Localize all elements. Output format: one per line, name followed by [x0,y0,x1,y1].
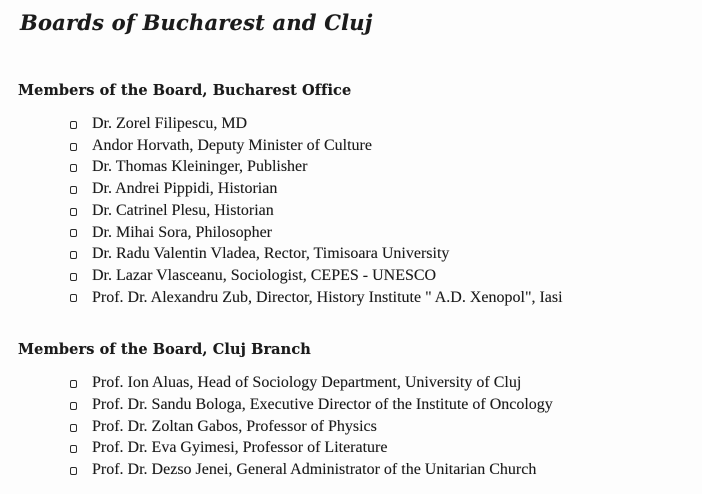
list-item [70,243,684,265]
member-name: Dr. Catrinel Plesu, Historian [92,201,274,219]
list-item [70,437,684,459]
member-name: Dr. Andrei Pippidi, Historian [92,180,278,198]
cluj-section-heading: Members of the Board, Cluj Branch [18,341,311,359]
square-bullet-icon [70,229,77,237]
list-item [70,222,684,244]
member-name: Prof. Dr. Sandu Bologa, Executive Director of the Institute of Oncology [92,396,553,414]
member-name: Prof. Ion Aluas, Head of Sociology Department, University of Cluj [92,374,522,392]
square-bullet-icon [70,424,77,432]
square-bullet-icon [70,208,77,216]
square-bullet-icon [70,164,77,172]
list-item [70,113,684,135]
section-cluj-board [18,341,684,481]
list-item [70,372,684,394]
square-bullet-icon [70,380,77,388]
list-item [70,178,684,200]
square-bullet-icon [70,402,77,410]
list-item [70,200,684,222]
section-bucharest-board [18,82,684,308]
bucharest-member-list [18,113,684,308]
member-name: Prof. Dr. Dezso Jenei, General Administrator of the Unitarian Church [92,461,537,479]
cluj-member-list [18,372,684,481]
member-name: Prof. Dr. Eva Gyimesi, Professor of Literature [92,439,388,457]
square-bullet-icon [70,186,77,194]
document-title: Boards of Bucharest and Cluj [20,10,373,35]
member-name: Dr. Lazar Vlasceanu, Sociologist, CEPES - UNESCO [92,266,437,284]
member-name: Prof. Dr. Alexandru Zub, Director, History Institute " A.D. Xenopol", Iasi [92,288,563,306]
square-bullet-icon [70,445,77,453]
list-item [70,135,684,157]
list-item [70,394,684,416]
square-bullet-icon [70,143,77,151]
member-name: Dr. Radu Valentin Vladea, Rector, Timisoara University [92,245,450,263]
square-bullet-icon [70,294,77,302]
bucharest-section-heading: Members of the Board, Bucharest Office [18,82,352,99]
square-bullet-icon [70,273,77,281]
member-name: Dr. Thomas Kleininger, Publisher [92,158,308,176]
list-item [70,416,684,438]
square-bullet-icon [70,467,77,475]
member-name: Andor Horvath, Deputy Minister of Culture [92,136,372,154]
square-bullet-icon [70,251,77,259]
list-item [70,459,684,481]
list-item [70,156,684,178]
member-name: Dr. Zorel Filipescu, MD [92,115,248,132]
list-item [70,287,684,309]
member-name: Dr. Mihai Sora, Philosopher [92,223,272,241]
square-bullet-icon [70,121,77,129]
member-name: Prof. Dr. Zoltan Gabos, Professor of Physics [92,417,377,435]
list-item [70,265,684,287]
